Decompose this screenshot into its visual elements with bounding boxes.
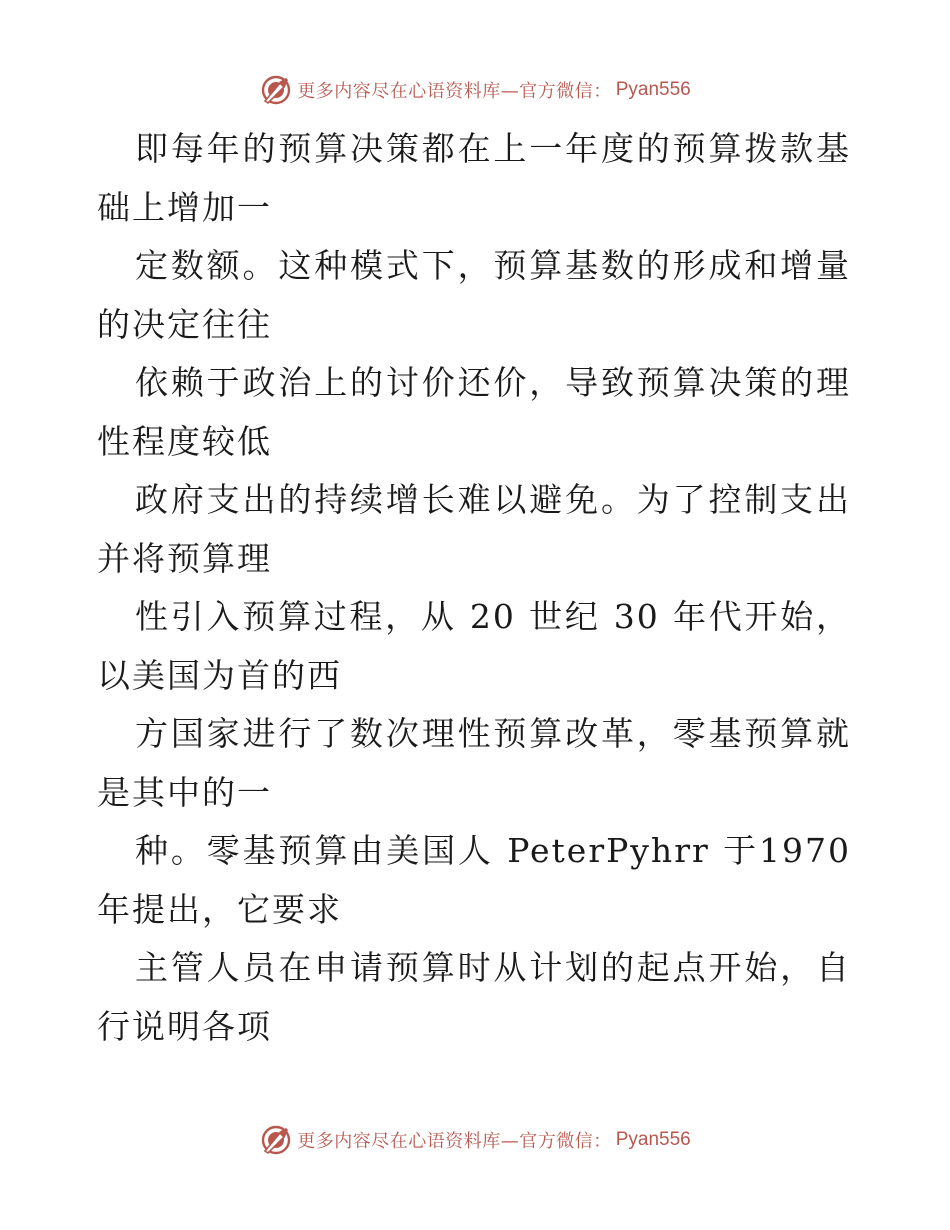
document-body: [97, 120, 851, 1056]
footer-banner: [0, 1122, 950, 1158]
paragraph: 依赖于政治上的讨价还价，导致预算决策的理性程度较低: [97, 363, 851, 461]
header-banner: [0, 72, 950, 108]
paragraph: 即每年的预算决策都在上一年度的预算拨款基础上增加一: [97, 129, 851, 227]
banner-wechat-id: Pyan556: [615, 1129, 691, 1150]
paragraph: 方国家进行了数次理性预算改革，零基预算就是其中的一: [97, 714, 851, 812]
paragraph: 种。零基预算由美国人 PeterPyhrr 于1970 年提出，它要求: [97, 831, 851, 929]
paragraph: 定数额。这种模式下，预算基数的形成和增量的决定往往: [97, 246, 851, 344]
paragraph: 政府支出的持续增长难以避免。为了控制支出并将预算理: [97, 480, 851, 578]
pen-nib-seal-icon: [259, 73, 293, 107]
pen-nib-seal-icon: [259, 1123, 293, 1157]
banner-wechat-id: Pyan556: [615, 79, 691, 100]
banner-text: 更多内容尽在心语资料库—官方微信：: [297, 81, 612, 102]
paragraph: 性引入预算过程，从 20 世纪 30 年代开始，以美国为首的西: [97, 597, 851, 695]
paragraph: 主管人员在申请预算时从计划的起点开始，自行说明各项: [97, 948, 851, 1046]
banner-text: 更多内容尽在心语资料库—官方微信：: [297, 1131, 612, 1152]
